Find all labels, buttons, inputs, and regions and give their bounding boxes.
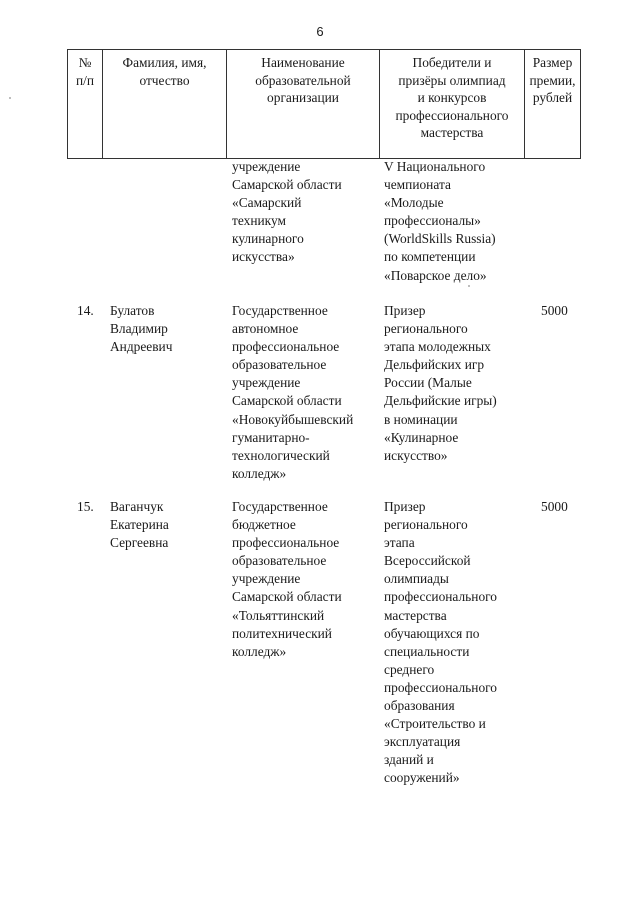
header-row (68, 50, 581, 159)
continuation-organization: учреждение Самарской области «Самарский техникум кулинарного искусства» (232, 159, 342, 265)
header-prize-text: Размер премии, рублей (529, 55, 576, 105)
page-number: 6 (316, 24, 324, 39)
header-organization (227, 50, 380, 159)
table-header (67, 49, 581, 159)
row-organization: Государственное автономное профессиональное образовательное учреждение Самарской области «Новокуйбышевский гуманитарно- технологический колледж» (232, 303, 354, 481)
scan-speck (468, 285, 470, 287)
row-prize: 5000 (541, 303, 568, 318)
row-number: 14. (77, 303, 94, 318)
row-number: 15. (77, 499, 94, 514)
row-award: Призер регионального этапа Всероссийской олимпиады профессионального мастерства обучающихся по специальности среднего профессионального образования «Строительство и эксплуатация зданий и сооружений» (384, 499, 497, 786)
header-full-name (103, 50, 227, 159)
header-number-text: № п/п (75, 55, 95, 88)
scan-speck (9, 97, 11, 99)
header-full-name-text: Фамилия, имя, отчество (122, 55, 207, 88)
header-prize (525, 50, 581, 159)
header-award-text: Победители и призёры олимпиад и конкурсов профессионального мастерства (395, 55, 509, 140)
header-organization-text: Наименование образовательной организации (255, 55, 351, 105)
row-organization: Государственное бюджетное профессиональное образовательное учреждение Самарской области «Тольяттинский политехнический колледж» (232, 499, 342, 659)
row-full-name: Булатов Владимир Андреевич (110, 303, 173, 355)
row-prize: 5000 (541, 499, 568, 514)
header-number (68, 50, 103, 159)
continuation-award: V Национального чемпионата «Молодые профессионалы» (WorldSkills Russia) по компетенции «Поварское дело» (384, 159, 496, 283)
row-full-name: Ваганчук Екатерина Сергеевна (110, 499, 169, 551)
row-award: Призер регионального этапа молодежных Дельфийских игр России (Малые Дельфийские игры) в номинации «Кулинарное искусство» (384, 303, 497, 463)
header-award (380, 50, 525, 159)
